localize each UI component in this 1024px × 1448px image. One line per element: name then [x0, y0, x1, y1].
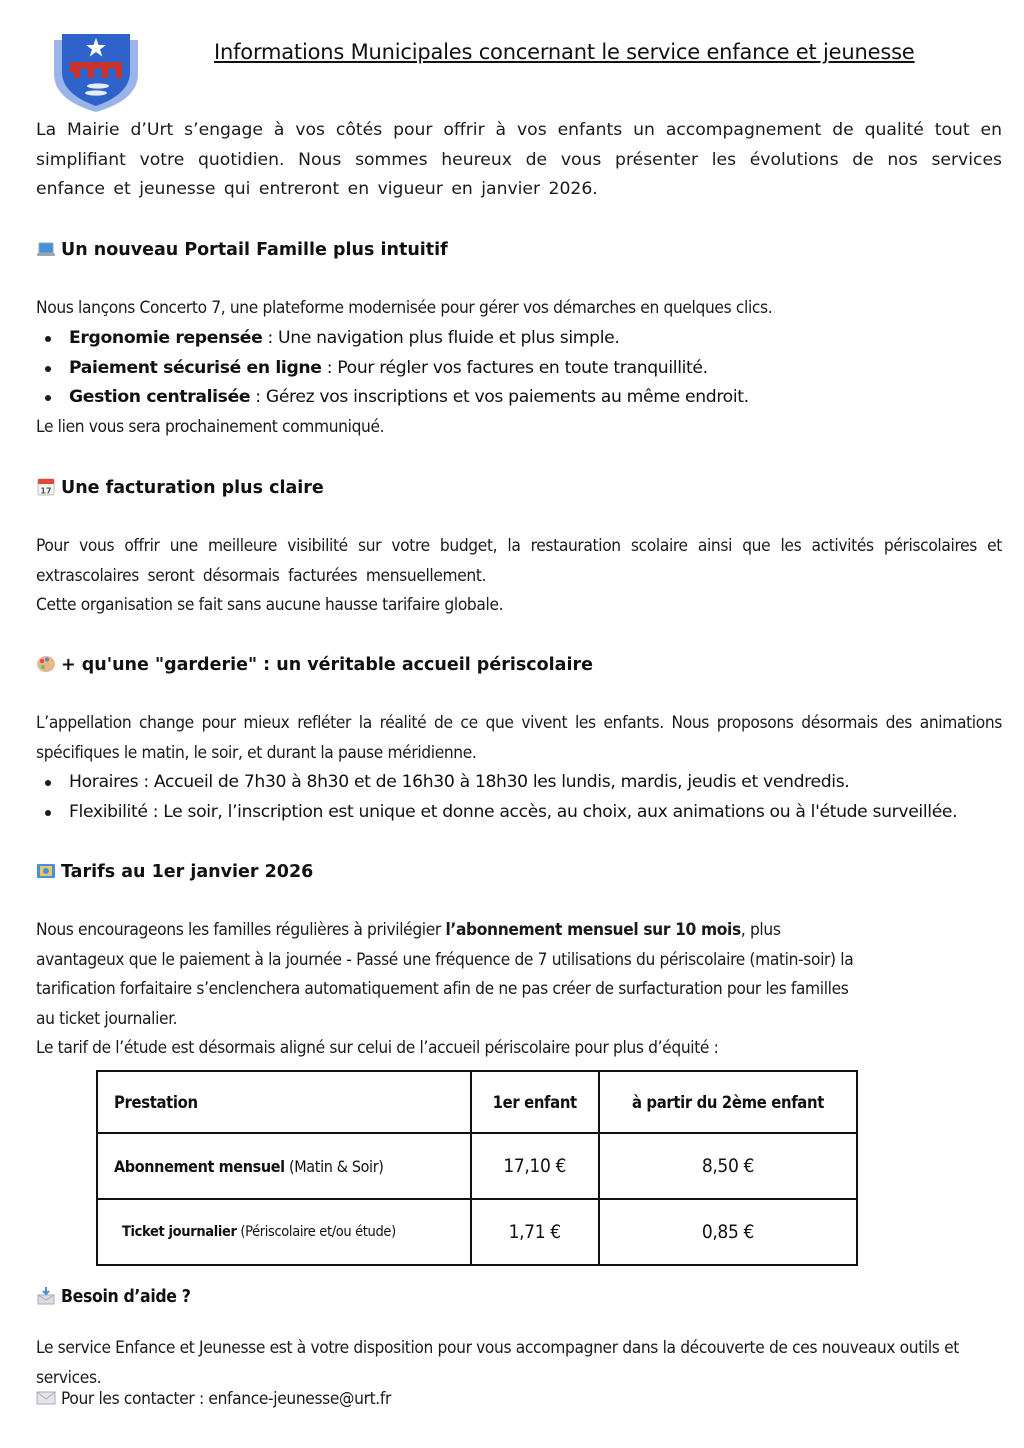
- cell-prestation: Ticket journalier (Périscolaire et/ou étude): [97, 1199, 471, 1265]
- intro-paragraph: La Mairie d’Urt s’engage à vos côtés pour offrir à vos enfants un accompagnement de qualité tout en simplifiant votre quotidien. Nous sommes heureux de vous présenter les évolutions de nos services enfance et jeunesse qui entreront en vigueur en janvier 2026.: [36, 120, 1002, 200]
- municipal-crest-icon: [50, 30, 142, 114]
- list-item: Paiement sécurisé en ligne : Pour régler vos factures en toute tranquillité.: [36, 354, 749, 384]
- section-heading-aide: Besoin d’aide ?: [36, 1283, 191, 1311]
- calendar-icon: [36, 478, 56, 496]
- list-item: Horaires : Accueil de 7h30 à 8h30 et de 16h30 à 18h30 les lundis, mardis, jeudis et vendredis.: [36, 768, 957, 798]
- tarifs-table: [96, 1070, 858, 1266]
- envelope-icon: [36, 1389, 56, 1407]
- portail-lead: Nous lançons Concerto 7, une plateforme modernisée pour gérer vos démarches en quelques clics.: [36, 298, 773, 318]
- cell-second-child-price: 0,85 €: [599, 1199, 857, 1265]
- table-row: [97, 1133, 857, 1199]
- section-heading-facturation: 17 Une facturation plus claire: [36, 474, 324, 502]
- section-heading-tarifs: Tarifs au 1er janvier 2026: [36, 858, 313, 886]
- table-header-row: [97, 1071, 857, 1133]
- laptop-icon: [36, 240, 56, 258]
- facturation-paragraph-2: Cette organisation se fait sans aucune hausse tarifaire globale.: [36, 595, 504, 615]
- inbox-tray-icon: [36, 1287, 56, 1305]
- column-header-prestation: Prestation: [97, 1071, 471, 1133]
- contact-email-link[interactable]: enfance-jeunesse@urt.fr: [208, 1389, 391, 1409]
- cell-first-child-price: 17,10 €: [471, 1133, 599, 1199]
- column-header-second-child: à partir du 2ème enfant: [599, 1071, 857, 1133]
- facturation-paragraph: Pour vous offrir une meilleure visibilité sur votre budget, la restauration scolaire ainsi que les activités périscolaires et extrascolaires seront désormais facturées mensuellement.: [36, 536, 1002, 586]
- section-heading-periscolaire: + qu'une "garderie" : un véritable accueil périscolaire: [36, 651, 593, 679]
- aide-paragraph: Le service Enfance et Jeunesse est à votre disposition pour vous accompagner dans la découverte de ces nouveaux outils et services.: [36, 1338, 959, 1388]
- palette-icon: [36, 655, 56, 673]
- list-item: Gestion centralisée : Gérez vos inscriptions et vos paiements au même endroit.: [36, 383, 749, 413]
- tarifs-paragraph: Nous encourageons les familles régulières à privilégier l’abonnement mensuel sur 10 mois, plus avantageux que le paiement à la journée - Passé une fréquence de 7 utilisations du périscolaire (matin-soir) la tarification forfaitaire s’enclenchera automatiquement afin de ne pas créer de surfacturation pour les familles au ticket journalier. Le tarif de l’étude est désormais aligné sur celui de l’accueil périscolaire pour plus d’équité :: [36, 920, 854, 1059]
- cell-second-child-price: 8,50 €: [599, 1133, 857, 1199]
- portail-footer: Le lien vous sera prochainement communiqué.: [36, 417, 385, 437]
- periscolaire-bullet-list: [36, 768, 957, 827]
- page-title: Informations Municipales concernant le service enfance et jeunesse: [214, 40, 915, 64]
- section-heading-portail: Un nouveau Portail Famille plus intuitif: [36, 236, 448, 264]
- table-row: [97, 1199, 857, 1265]
- list-item: Ergonomie repensée : Une navigation plus fluide et plus simple.: [36, 324, 749, 354]
- svg-text:17: 17: [40, 486, 52, 496]
- periscolaire-paragraph: L’appellation change pour mieux refléter la réalité de ce que vivent les enfants. Nous proposons désormais des animations spécifiques le matin, le soir, et durant la pause méridienne.: [36, 713, 1002, 763]
- contact-line: Pour les contacter : enfance-jeunesse@urt.fr: [36, 1385, 391, 1415]
- cell-first-child-price: 1,71 €: [471, 1199, 599, 1265]
- list-item: Flexibilité : Le soir, l’inscription est unique et donne accès, au choix, aux animations ou à l'étude surveillée.: [36, 798, 957, 828]
- column-header-first-child: 1er enfant: [471, 1071, 599, 1133]
- cell-prestation: Abonnement mensuel (Matin & Soir): [97, 1133, 471, 1199]
- banknote-icon: [36, 862, 56, 880]
- portail-bullet-list: [36, 324, 749, 413]
